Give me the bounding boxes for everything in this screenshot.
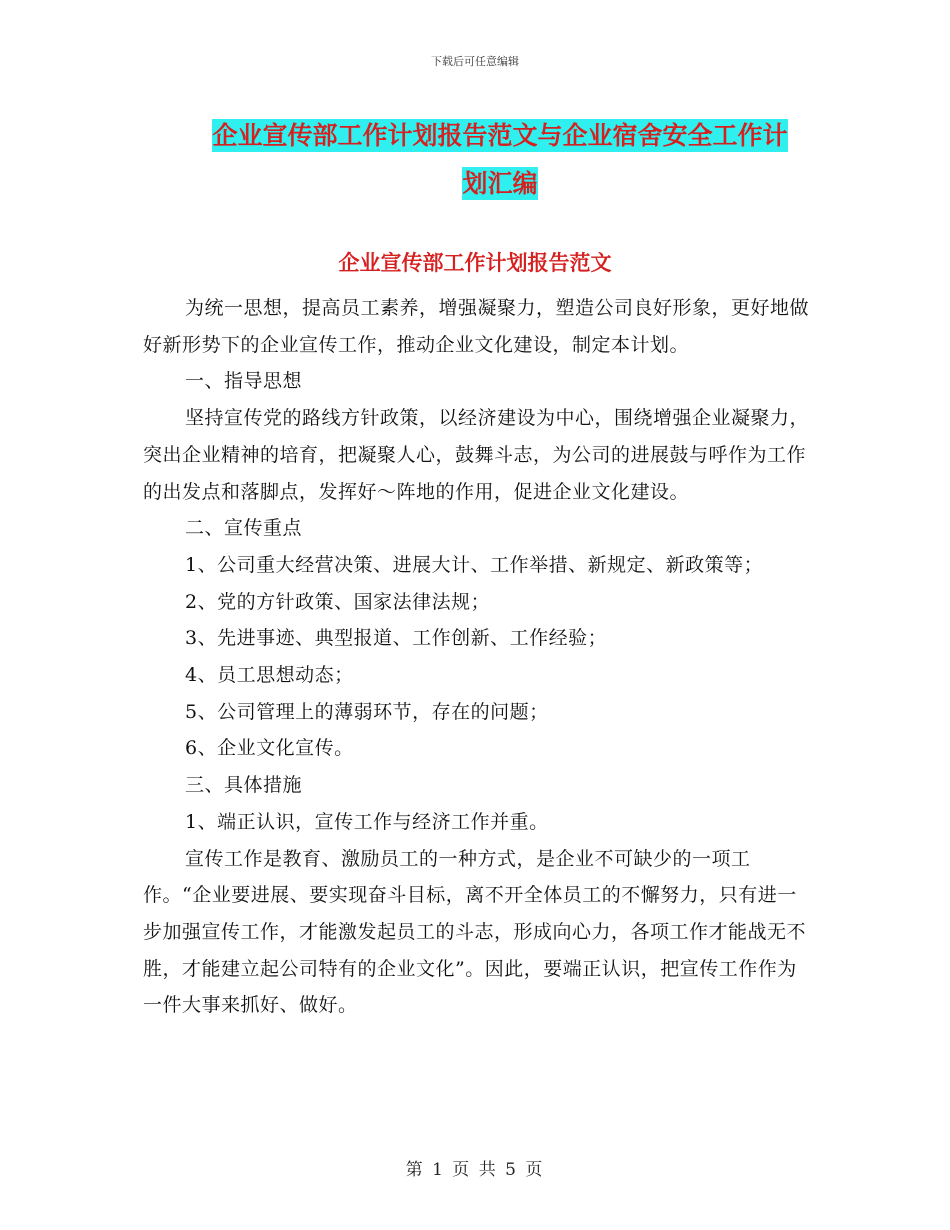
page-number: 第 1 页 共 5 页 [405, 1160, 545, 1180]
document-title-line1: 企业宣传部工作计划报告范文与企业宿舍安全工作计 [212, 121, 788, 150]
list-item: 2、党的方针政策、国家法律法规； [185, 590, 491, 613]
heading-guiding-thought: 一、指导思想 [185, 370, 303, 393]
list-item: 6、企业文化宣传。 [185, 737, 354, 760]
paragraph: 坚持宣传党的路线方针政策，以经济建设为中心，围绕增强企业凝聚力，突出企业精神的培育，把凝聚人心，鼓舞斗志，为公司的进展鼓与呼作为工作的出发点和落脚点，发挥好～阵地的作用，促进企业文化建设。 [143, 407, 810, 503]
heading-specific-measures: 三、具体措施 [185, 774, 303, 797]
list-item: 1、端正认识，宣传工作与经济工作并重。 [185, 810, 549, 833]
header-note: 下载后可任意编辑 [431, 55, 519, 68]
document-title [140, 112, 860, 208]
document-body [143, 290, 815, 1024]
paragraph: 宣传工作是教育、激励员工的一种方式，是企业不可缺少的一项工作。“企业要进展、要实现奋斗目标，离不开全体员工的不懈努力，只有进一步加强宣传工作，才能激发起员工的斗志，形成向心力，各项工作才能战无不胜，才能建立起公司特有的企业文化”。因此，要端正认识，把宣传工作作为一件大事来抓好、做好。 [143, 847, 807, 1017]
heading-publicity-focus: 二、宣传重点 [185, 517, 303, 540]
section-title: 企业宣传部工作计划报告范文 [338, 250, 612, 275]
paragraph: 为统一思想，提高员工素养，增强凝聚力，塑造公司良好形象，更好地做好新形势下的企业宣传工作，推动企业文化建设，制定本计划。 [143, 297, 810, 356]
document-title-line2: 划汇编 [462, 169, 538, 198]
list-item: 3、先进事迹、典型报道、工作创新、工作经验； [185, 627, 608, 650]
list-item: 5、公司管理上的薄弱环节，存在的问题； [185, 700, 549, 723]
list-item: 1、公司重大经营决策、进展大计、工作举措、新规定、新政策等； [185, 553, 764, 576]
list-item: 4、员工思想动态； [185, 664, 354, 687]
